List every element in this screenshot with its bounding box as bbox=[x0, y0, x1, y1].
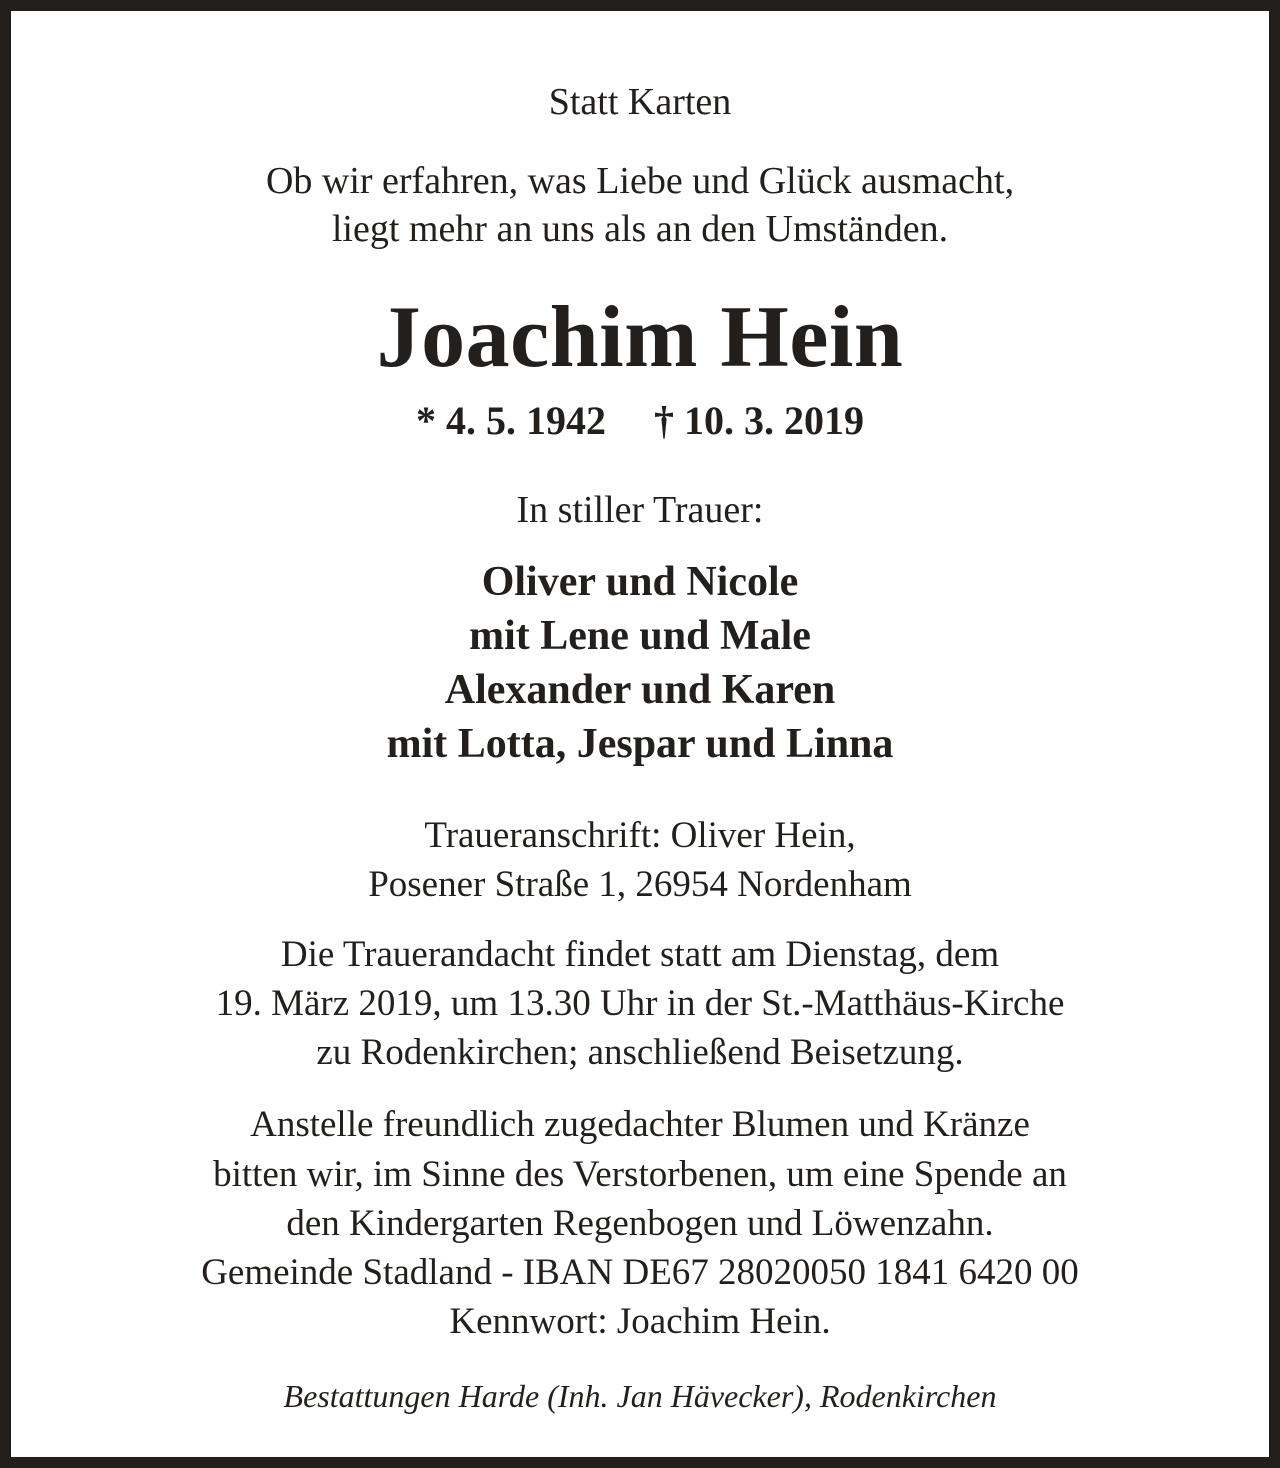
death-date: † 10. 3. 2019 bbox=[654, 398, 864, 443]
service-line-2: 19. März 2019, um 13.30 Uhr in der St.-Matthäus-Kirche bbox=[215, 983, 1065, 1024]
family-line-4: mit Lotta, Jespar und Linna bbox=[386, 721, 894, 767]
statt-karten-label: Statt Karten bbox=[548, 81, 732, 123]
family-line-3: Alexander und Karen bbox=[444, 667, 836, 713]
birth-date: * 4. 5. 1942 bbox=[416, 398, 606, 443]
life-dates bbox=[11, 398, 1269, 443]
donation-line-2: bitten wir, im Sinne des Verstorbenen, um eine Spende an bbox=[213, 1154, 1067, 1195]
donation-line-4: Gemeinde Stadland - IBAN DE67 28020050 1841 6420 00 bbox=[201, 1252, 1079, 1293]
mourning-intro: In stiller Trauer: bbox=[516, 489, 764, 531]
motto-line-2: liegt mehr an uns als an den Umständen. bbox=[331, 208, 949, 250]
deceased-name: Joachim Hein bbox=[376, 289, 904, 386]
family-line-1: Oliver und Nicole bbox=[481, 559, 799, 605]
address-line-2: Posener Straße 1, 26954 Nordenham bbox=[368, 864, 912, 905]
service-line-1: Die Trauerandacht findet statt am Dienstag, dem bbox=[280, 934, 1000, 975]
donation-line-3: den Kindergarten Regenbogen und Löwenzahn. bbox=[286, 1203, 994, 1244]
service-line-3: zu Rodenkirchen; anschließend Beisetzung. bbox=[316, 1032, 964, 1073]
motto-line-1: Ob wir erfahren, was Liebe und Glück ausmacht, bbox=[265, 160, 1015, 202]
undertaker-credit: Bestattungen Harde (Inh. Jan Hävecker), Rodenkirchen bbox=[283, 1378, 997, 1414]
address-line-1: Traueranschrift: Oliver Hein, bbox=[424, 815, 856, 856]
donation-line-1: Anstelle freundlich zugedachter Blumen und Kränze bbox=[250, 1104, 1030, 1145]
family-line-2: mit Lene und Male bbox=[469, 613, 811, 659]
donation-line-5: Kennwort: Joachim Hein. bbox=[449, 1301, 831, 1342]
